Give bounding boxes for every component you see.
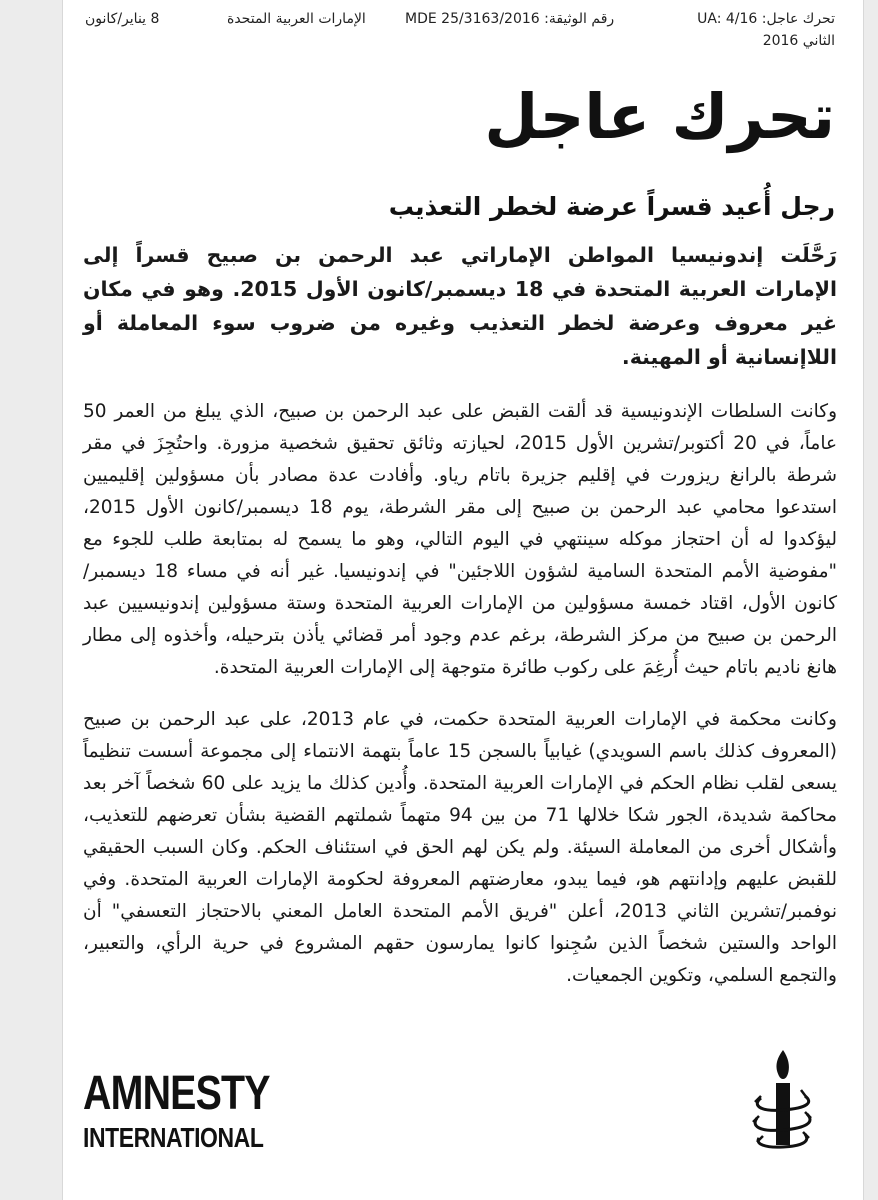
page-title: تحرك عاجل (484, 80, 835, 153)
page-subtitle: رجل أُعيد قسراً عرضة لخطر التعذيب (388, 192, 835, 221)
amnesty-logo-text (83, 1067, 311, 1153)
ua-code-line: تحرك عاجل: UA: 4/16 (697, 11, 835, 27)
body-paragraph-2: وكانت محكمة في الإمارات العربية المتحدة حكمت، في عام 2013، على عبد الرحمن بن صبيح (المعروف كذلك باسم السويدي) غيابياً بالسجن 15 عاماً بتهمة الانتماء إلى مجموعة أسست تنظيماً يسعى لقلب نظام الحكم في الإمارات العربية المتحدة. وأُدين كذلك ما يزيد على 60 شخصاً آخر بعد محاكمة شديدة، الجور شكا خلالها 71 من بين 94 متهماً شملتهم القضية بشأن تعرضهم للتعذيب، وأشكال أخرى من المعاملة السيئة. ولم يكن لهم الحق في استئناف الحكم. وكان السبب الحقيقي للقبض عليهم وإدانتهم هو، فيما يبدو، معارضتهم المعروفة لحكومة الإمارات العربية المتحدة. وفي نوفمبر/تشرين الثاني 2013، أعلن "فريق الأمم المتحدة العامل المعني بالاحتجاز التعسفي" أن الواحد والستين شخصاً الذين سُجِنوا كانوا يمارسون حقهم المشروع في حرية الرأي، والتعبير، والتجمع السلمي، وتكوين الجمعيات. (83, 709, 838, 986)
logo-line-international: INTERNATIONAL (83, 1122, 264, 1153)
country-label: الإمارات العربية المتحدة (227, 11, 366, 27)
document-page (62, 0, 864, 1200)
body-paragraph-1: وكانت السلطات الإندونيسية قد ألقت القبض على عبد الرحمن بن صبيح، الذي يبلغ من العمر 50 عاماً، في 20 أكتوبر/تشرين الأول 2015، لحيازته وثائق تحقيق شخصية مزورة. واحتُجِزَ في مقر شرطة بالرانغ ريزورت في إقليم جزيرة باتام رياو. وأفادت عدة مصادر بأن مسؤولين إقليميين استدعوا محامي عبد الرحمن بن صبيح إلى مقر الشرطة، يوم 18 ديسمبر/كانون الأول 2015، ليؤكدوا له أن احتجاز موكله سينتهي في اليوم التالي، وهو ما يسمح له بمتابعة طلب للجوء مع "مفوضية الأمم المتحدة السامية لشؤون اللاجئين" في إندونيسيا. غير أنه في مساء 18 ديسمبر/كانون الأول، اقتاد خمسة مسؤولين من الإمارات العربية المتحدة وستة مسؤولين إندونيسيين عبد الرحمن بن صبيح من مركز الشرطة، برغم عدم وجود أمر قضائي يأذن بترحيله، وأخذوه إلى مطار هانغ ناديم باتام حيث أُرغِمَ على ركوب طائرة متوجهة إلى الإمارات العربية المتحدة. (83, 401, 837, 678)
ua-date-line2: الثاني 2016 (762, 33, 835, 49)
lead-paragraph: رَحَّلَت إندونيسيا المواطن الإماراتي عبد الرحمن بن صبيح قسراً إلى الإمارات العربية المتحدة في 18 ديسمبر/كانون الأول 2015. وهو في مكان غير معروف وعرضة لخطر التعذيب وغيره من ضروب سوء المعاملة أو اللاإنسانية أو المهينة. (83, 243, 838, 369)
logo-line-amnesty: AMNESTY (83, 1067, 270, 1120)
document-date: 8 يناير/كانون (85, 11, 160, 27)
urgent-action-code (685, 8, 835, 52)
document-body (83, 238, 837, 1012)
document-number: رقم الوثيقة: MDE 25/3163/2016 (405, 11, 615, 27)
candle-barbed-wire-icon (743, 1046, 823, 1156)
